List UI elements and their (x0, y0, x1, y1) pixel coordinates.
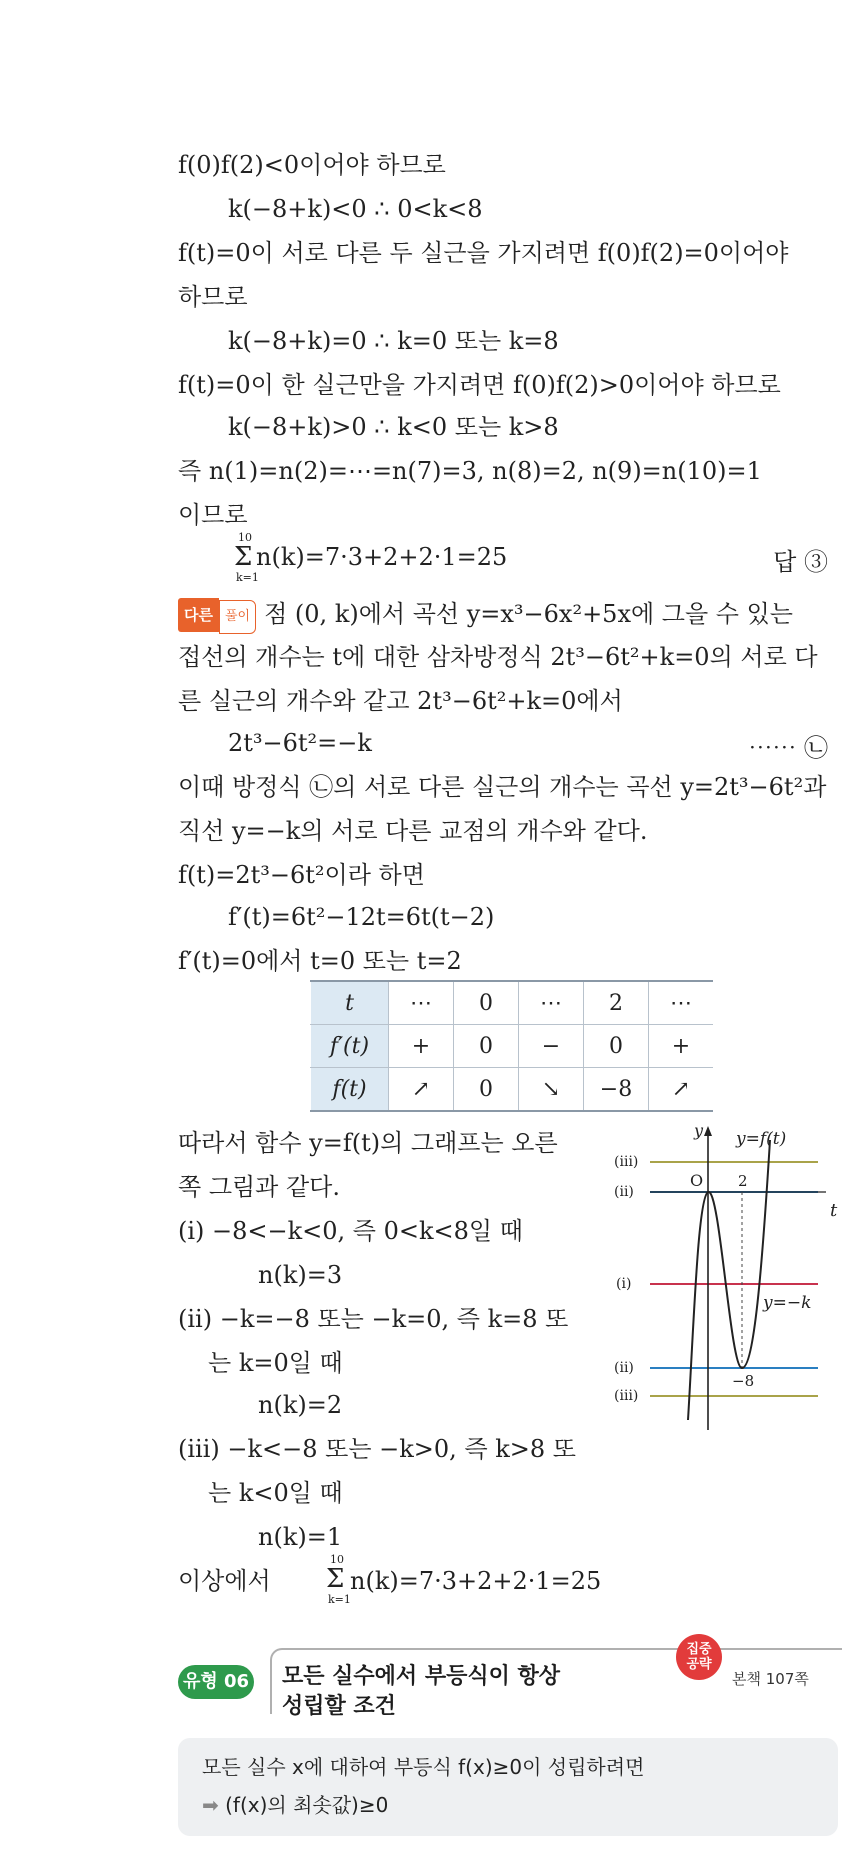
sigma-symbol-2: Σ (326, 1564, 345, 1594)
sign-table (310, 980, 713, 1112)
line-8: 즉 n(1)=n(2)=⋯=n(7)=3, n(8)=2, n(9)=n(10)=1 (178, 457, 762, 485)
line-25: 는 k=0일 때 (208, 1349, 343, 1377)
y-axis-label: y (694, 1121, 704, 1140)
table-cell: + (649, 1025, 714, 1068)
line-7: k(−8+k)>0 ∴ k<0 또는 k>8 (228, 413, 559, 441)
line-20: 따라서 함수 y=f(t)의 그래프는 오른 (178, 1129, 558, 1157)
y-axis-arrow-icon (704, 1126, 712, 1136)
line-12: 접선의 개수는 t에 대한 삼차방정식 2t³−6t²+k=0의 서로 다 (178, 643, 818, 671)
x-axis-label: t (830, 1200, 838, 1221)
tip-line-2-text: (f(x)의 최솟값)≥0 (218, 1793, 389, 1817)
line-13: 른 실근의 개수와 같고 2t³−6t²+k=0에서 (178, 687, 623, 715)
line-14: 2t³−6t²=−k (228, 729, 372, 757)
min-label: −8 (732, 1372, 755, 1390)
case-iii-bottom-label: (ⅲ) (614, 1388, 639, 1404)
line-15: 이때 방정식 ㉡의 서로 다른 실근의 개수는 곡선 y=2t³−6t²과 (178, 773, 827, 801)
line-4: 하므로 (178, 283, 248, 311)
alt-tag-2: 풀이 (219, 600, 256, 634)
line-label: y=−k (763, 1293, 812, 1313)
line-6: f(t)=0이 한 실근만을 가지려면 f(0)f(2)>0이어야 하므로 (178, 371, 781, 399)
line-27: (ⅲ) −k<−8 또는 −k>0, 즉 k>8 또 (178, 1435, 576, 1463)
line-23: n(k)=3 (258, 1261, 343, 1289)
table-cell: ↗ (649, 1068, 714, 1112)
focus-badge (676, 1634, 722, 1680)
answer-mark: 답 ③ (773, 548, 828, 576)
line-26: n(k)=2 (258, 1391, 343, 1419)
table-cell: − (519, 1025, 584, 1068)
sigma-top: 10 (238, 531, 252, 544)
sigma-top-2: 10 (330, 1553, 344, 1566)
line-30-prefix: 이상에서 (178, 1567, 271, 1595)
case-ii-bottom-label: (ⅱ) (614, 1360, 634, 1376)
table-cell: 0 (454, 981, 519, 1025)
line-18: f′(t)=6t²−12t=6t(t−2) (228, 903, 495, 931)
line-11-text: 점 (0, k)에서 곡선 y=x³−6x²+5x에 그을 수 있는 (264, 600, 793, 628)
alt-tag: 다른 (178, 598, 219, 632)
focus-badge-line-1: 집중 (686, 1642, 712, 1657)
arrow-icon: ➡ (202, 1793, 219, 1817)
line-24: (ⅱ) −k=−8 또는 −k=0, 즉 k=8 또 (178, 1305, 569, 1333)
table-cell: ↘ (519, 1068, 584, 1112)
table-cell: + (389, 1025, 454, 1068)
sigma-bottom-2: k=1 (328, 1593, 351, 1606)
table-row (311, 1025, 714, 1068)
line-21: 쪽 그림과 같다. (178, 1173, 340, 1201)
section-title-line-2: 성립할 조건 (282, 1694, 396, 1719)
line-2: k(−8+k)<0 ∴ 0<k<8 (228, 195, 483, 223)
table-row (311, 1068, 714, 1112)
tip-line-2 (202, 1790, 388, 1820)
table-cell: −8 (584, 1068, 649, 1112)
table-cell: 0 (454, 1068, 519, 1112)
tip-line-1: 모든 실수 x에 대하여 부등식 f(x)≥0이 성립하려면 (202, 1755, 645, 1779)
table-cell: 0 (454, 1025, 519, 1068)
focus-badge-line-2: 공략 (686, 1657, 712, 1672)
line-16: 직선 y=−k의 서로 다른 교점의 개수와 같다. (178, 817, 648, 845)
page-reference: 본책 107쪽 (732, 1670, 809, 1688)
line-11 (178, 598, 793, 634)
line-19: f′(t)=0에서 t=0 또는 t=2 (178, 947, 462, 975)
sigma-bottom: k=1 (236, 571, 259, 584)
table-cell: t (311, 981, 389, 1025)
tick-2-label: 2 (738, 1172, 748, 1190)
origin-label: O (690, 1171, 704, 1190)
line-3: f(t)=0이 서로 다른 두 실근을 가지려면 f(0)f(2)=0이어야 (178, 239, 789, 267)
line-14-mark: ⋯⋯ ㉡ (748, 734, 828, 762)
case-iii-top-label: (ⅲ) (614, 1154, 639, 1170)
type-badge: 유형 06 (178, 1665, 254, 1699)
table-cell: ⋯ (649, 981, 714, 1025)
table-row (311, 981, 714, 1025)
table-cell: 2 (584, 981, 649, 1025)
line-5: k(−8+k)=0 ∴ k=0 또는 k=8 (228, 327, 559, 355)
line-1: f(0)f(2)<0이어야 하므로 (178, 151, 446, 179)
cubic-graph (614, 1120, 840, 1440)
line-9: 이므로 (178, 501, 248, 529)
sigma-symbol: Σ (234, 542, 253, 572)
table-cell: ⋯ (519, 981, 584, 1025)
line-28: 는 k<0일 때 (208, 1479, 343, 1507)
section-title (282, 1662, 560, 1722)
case-ii-top-label: (ⅱ) (614, 1184, 634, 1200)
case-i-label: (ⅰ) (616, 1276, 632, 1292)
line-22: (ⅰ) −8<−k<0, 즉 0<k<8일 때 (178, 1217, 523, 1245)
line-17: f(t)=2t³−6t²이라 하면 (178, 861, 425, 889)
curve-label: y=f(t) (736, 1129, 787, 1149)
line-29: n(k)=1 (258, 1523, 343, 1551)
section-title-line-1: 모든 실수에서 부등식이 항상 (282, 1664, 561, 1689)
table-cell: f′(t) (311, 1025, 389, 1068)
table-cell: ↗ (389, 1068, 454, 1112)
line-30: n(k)=7·3+2+2·1=25 (350, 1567, 602, 1595)
table-cell: 0 (584, 1025, 649, 1068)
line-10: n(k)=7·3+2+2·1=25 (256, 543, 508, 571)
table-cell: f(t) (311, 1068, 389, 1112)
table-cell: ⋯ (389, 981, 454, 1025)
